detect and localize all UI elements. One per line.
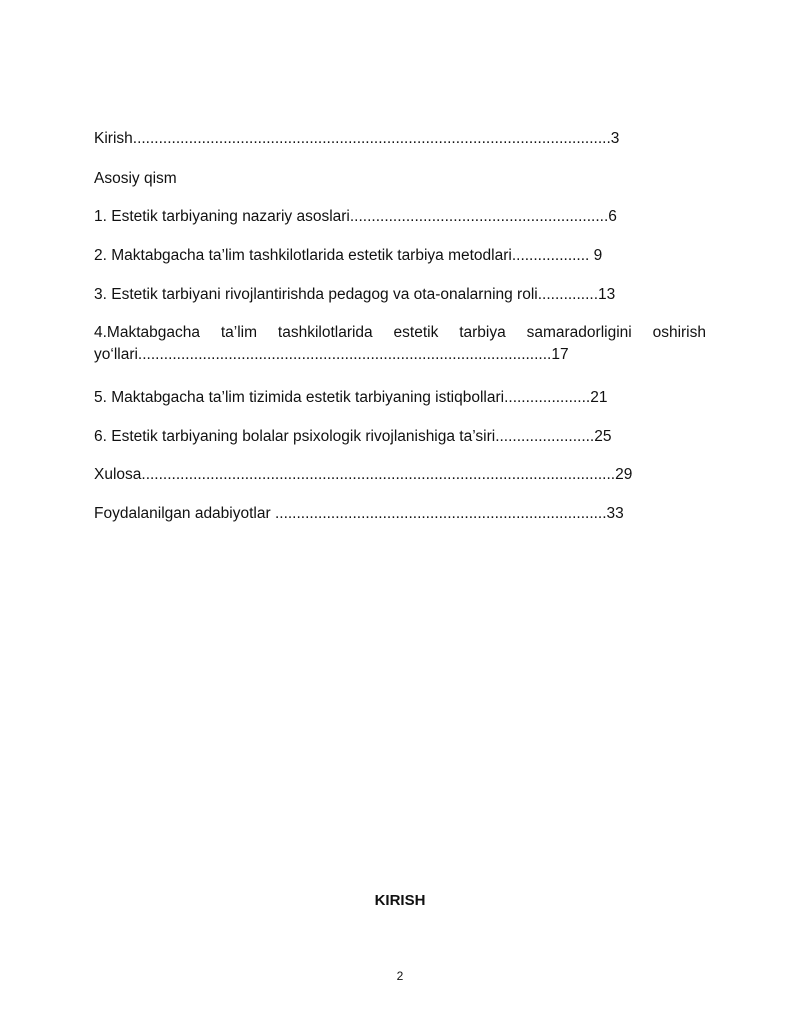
toc-section-asosiy-qism: Asosiy qism — [94, 170, 177, 187]
toc-entry-foydalanilgan-adabiyotlar: Foydalanilgan adabiyotlar .............................................................................33 — [94, 505, 624, 522]
toc-entry-5: 5. Maktabgacha ta’lim tizimida estetik tarbiyaning istiqbollari....................21 — [94, 389, 608, 406]
toc-entry-4-line2: yo‘llari................................................................................................17 — [94, 346, 569, 363]
toc-entry-2: 2. Maktabgacha ta’lim tashkilotlarida estetik tarbiya metodlari.................. 9 — [94, 247, 603, 264]
toc-entry-4-line1: 4.Maktabgacha ta’lim tashkilotlarida estetik tarbiya samaradorligini oshirish — [94, 324, 706, 341]
toc-entry-4 — [94, 322, 706, 366]
toc-entry-xulosa: Xulosa..............................................................................................................29 — [94, 466, 633, 483]
section-heading-kirish: KIRISH — [374, 892, 426, 909]
toc-entry-3: 3. Estetik tarbiyani rivojlantirishda pedagog va ota-onalarning roli..............13 — [94, 286, 616, 303]
toc-entry-kirish: Kirish...............................................................................................................3 — [94, 130, 620, 147]
toc-entry-1: 1. Estetik tarbiyaning nazariy asoslari............................................................6 — [94, 208, 617, 225]
toc-entry-6: 6. Estetik tarbiyaning bolalar psixologik rivojlanishiga ta’siri.......................25 — [94, 428, 612, 445]
page-number: 2 — [396, 969, 404, 983]
